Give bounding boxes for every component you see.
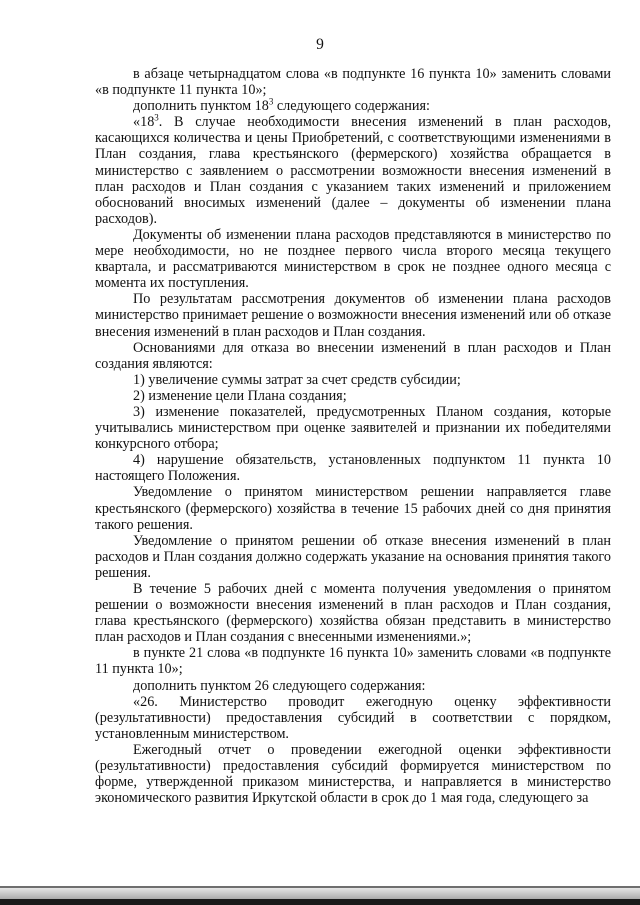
list-item-2: 2) изменение цели Плана создания; <box>133 387 347 404</box>
paragraph-4: Документы об изменении плана расходов представляются в министерство по мере необходимости, но не позднее первого числа второго месяца текущего квартала, и рассматриваются министерством в срок не позднее одного месяца с момента их поступления. <box>95 226 611 292</box>
paragraph-3: «$18^3$. В случае необходимости внесения изменений в план расходов, касающихся количества и цены Приобретений, с соответствующими изменениями в План создания, глава крестьянского (фермерского) хозяйства обращается в министерство с заявлением о рассмотрении возможности внесения изменений в план расходов и План создания с указанием таких изменений и приложением обоснований вносимых изменений (далее – документы об изменении плана расходов). <box>95 112 611 227</box>
scan-bottom-stripe <box>0 899 640 905</box>
list-item-4: 4) нарушение обязательств, установленных подпунктом 11 пункта 10 настоящего Положения. <box>95 452 611 485</box>
paragraph-15: дополнить пунктом 26 следующего содержания: <box>133 677 426 694</box>
paragraph-17: Ежегодный отчет о проведении ежегодной оценки эффективности (результативности) предоставления субсидий формируется министерством по форме, утвержденной приказом министерства, и направляется в министерство экономического развития Иркутской области в срок до 1 мая года, следующего за <box>95 741 611 807</box>
paragraph-2: дополнить пунктом $18^3$ следующего содержания: <box>133 96 430 115</box>
list-item-3: 3) изменение показателей, предусмотренных Планом создания, которые учитывались министерством при оценке заявителей и признании их победителями конкурсного отбора; <box>95 403 611 453</box>
paragraph-12: Уведомление о принятом решении об отказе внесения изменений в план расходов и План создания должно содержать указание на основания принятия такого решения. <box>95 532 611 581</box>
page-number: 9 <box>316 36 324 53</box>
document-body <box>95 66 611 806</box>
list-item-1: 1) увеличение суммы затрат за счет средств субсидии; <box>133 371 461 388</box>
paragraph-11: Уведомление о принятом министерством решении направляется главе крестьянского (фермерского) хозяйства в течение 15 рабочих дней со дня принятия такого решения. <box>95 484 611 533</box>
paragraph-6: Основаниями для отказа во внесении изменений в план расходов и План создания являются: <box>95 339 611 372</box>
paragraph-14: в пункте 21 слова «в подпункте 16 пункта 10» заменить словами «в подпункте 11 пункта 10»; <box>95 645 611 678</box>
paragraph-5: По результатам рассмотрения документов об изменении плана расходов министерство принимает решение о возможности внесения изменений или об отказе внесения изменений в план расходов и План создания. <box>95 291 611 340</box>
paragraph-1: в абзаце четырнадцатом слова «в подпункте 16 пункта 10» заменить словами «в подпункте 11 пункта 10»; <box>95 66 611 99</box>
paragraph-16: «26. Министерство проводит ежегодную оценку эффективности (результативности) предоставления субсидий в соответствии с порядком, установленным министерством. <box>95 693 611 742</box>
paragraph-13: В течение 5 рабочих дней с момента получения уведомления о принятом решении о возможности внесения изменений в план расходов и План создания, глава крестьянского (фермерского) хозяйства обязан представить в министерство план расходов и План создания с внесенными изменениями.»; <box>95 581 611 646</box>
